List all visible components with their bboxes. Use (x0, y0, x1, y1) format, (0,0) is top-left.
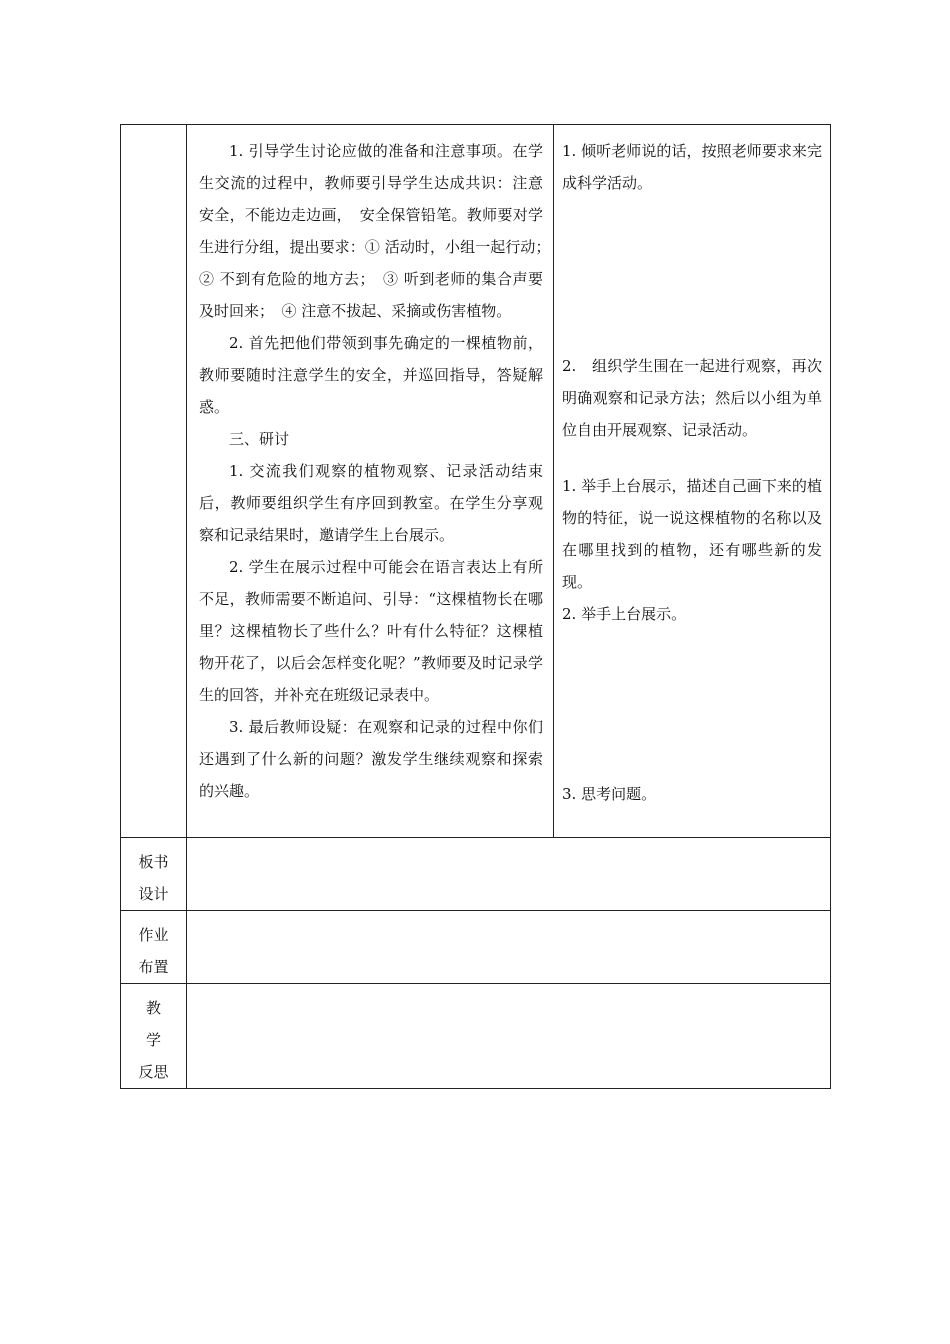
teacher-paragraph-5: 3. 最后教师设疑：在观察和记录的过程中你们还遇到了什么新的问题？激发学生继续观察和探索的兴趣。 (199, 718, 543, 800)
homework-row (121, 911, 831, 984)
teacher-activity-cell (187, 125, 559, 838)
label-line: 板书 (138, 853, 169, 871)
lesson-plan-table (120, 124, 831, 1089)
label-line: 反思 (138, 1063, 169, 1081)
teaching-process-row (121, 125, 831, 838)
reflection-row (121, 984, 831, 1089)
spacer (562, 199, 822, 350)
label-line: 布置 (138, 958, 169, 976)
label-line: 学 (145, 1031, 161, 1049)
student-paragraph-4: 2. 举手上台展示。 (562, 605, 687, 623)
homework-content (187, 911, 831, 984)
label-line: 教 (145, 999, 161, 1017)
reflection-content (187, 984, 831, 1089)
spacer (562, 446, 822, 470)
student-paragraph-5: 3. 思考问题。 (562, 785, 657, 803)
teacher-paragraph-1: 1. 引导学生讨论应做的准备和注意事项。在学生交流的过程中，教师要引导学生达成共识：注意安全，不能边走边画， 安全保管铅笔。教师要对学生进行分组，提出要求：① 活动时，小组一起行动； ② 不到有危险的地方去； ③ 听到老师的集合声要及时回来； ④ 注意不拔起、采摘或伤害植物。 (199, 142, 559, 320)
section-heading-discussion: 三、研讨 (229, 430, 290, 448)
student-activity-cell (554, 125, 831, 838)
board-design-content (187, 838, 831, 911)
board-design-row (121, 838, 831, 911)
student-paragraph-1: 1. 倾听老师说的话，按照老师要求来完成科学活动。 (562, 142, 822, 192)
homework-label (121, 911, 187, 984)
student-paragraph-2: 2. 组织学生围在一起进行观察，再次明确观察和记录方法；然后以小组为单位自由开展观察、记录活动。 (562, 357, 822, 439)
teacher-paragraph-3: 1. 交流我们观察的植物观察、记录活动结束后，教师要组织学生有序回到教室。在学生分享观察和记录结果时，邀请学生上台展示。 (199, 462, 543, 544)
label-line: 作业 (138, 926, 169, 944)
board-design-label (121, 838, 187, 911)
teacher-paragraph-2: 2. 首先把他们带领到事先确定的一棵植物前，教师要随时注意学生的安全，并巡回指导，答疑解惑。 (199, 334, 543, 416)
teacher-paragraph-4: 2. 学生在展示过程中可能会在语言表达上有所不足，教师需要不断追问、引导：“这棵植物长在哪里？这棵植物长了些什么？叶有什么特征？这棵植物开花了，以后会怎样变化呢？”教师要及时记录学生的回答，并补充在班级记录表中。 (199, 558, 543, 704)
label-line: 设计 (138, 885, 169, 903)
spacer (562, 630, 822, 778)
reflection-label (121, 984, 187, 1089)
empty-label-cell (121, 125, 187, 838)
student-paragraph-3: 1. 举手上台展示，描述自己画下来的植物的特征，说一说这棵植物的名称以及在哪里找到的植物，还有哪些新的发现。 (562, 477, 822, 591)
